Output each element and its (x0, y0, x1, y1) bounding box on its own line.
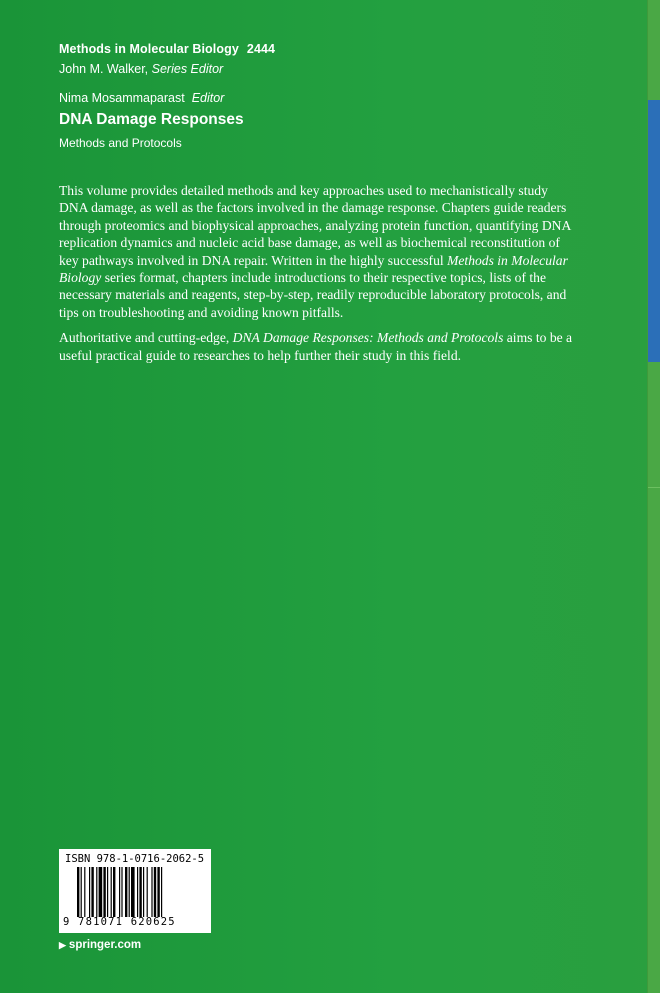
description-paragraph-1 (59, 182, 579, 321)
series-editor-role: Series Editor (151, 62, 224, 76)
p2-text-b: aims to be a useful practical guide to researches to help further their study in this field. (59, 330, 573, 363)
description (59, 182, 579, 372)
series-name: Methods in Molecular Biology (59, 42, 239, 56)
book-title: DNA Damage Responses (59, 111, 244, 128)
p2-italic: DNA Damage Responses: Methods and Protocols (232, 330, 504, 346)
barcode-bars (77, 867, 193, 917)
editor-name: Nima Mosammaparast (59, 91, 185, 105)
isbn-text: ISBN 978-1-0716-2062-5 (65, 853, 205, 865)
p1-text-a: This volume provides detailed methods and key approaches used to mechanistically study DNA damage, as well as the factors involved in the damage response. Chapters guide readers through proteomics and biophysical approaches, analyzing protein function, quantifying DNA replication dynamics and nucleic acid base damage, as well as biochemical reconstitution of key pathways involved in DNA repair. Written in the highly successful (59, 183, 571, 268)
series-line (59, 42, 275, 56)
publisher-url: springer.com (68, 939, 142, 951)
spine-tick (648, 487, 660, 488)
p1-italic: Methods in Molecular Biology (59, 252, 568, 286)
barcode-digits: 9 781071 620625 (63, 916, 176, 928)
p2-text-a: Authoritative and cutting-edge, (59, 330, 233, 346)
description-paragraph-2 (59, 329, 579, 364)
triangle-right-icon: ▶ (59, 940, 66, 950)
editor-role: Editor (191, 91, 225, 105)
book-subtitle: Methods and Protocols (59, 136, 182, 150)
p1-text-b: series format, chapters include introductions to their respective topics, lists of the necessary materials and reagents, step-by-step, readily reproducible laboratory protocols, and tips on troubleshooting and avoiding known pitfalls. (59, 270, 567, 320)
series-editor-name: John M. Walker, (59, 62, 149, 76)
series-editor-line (59, 62, 223, 76)
series-number: 2444 (246, 42, 276, 56)
spine-blue-band (648, 100, 660, 362)
barcode-box (59, 849, 211, 933)
editor-line (59, 91, 224, 105)
publisher-link[interactable] (59, 939, 141, 951)
